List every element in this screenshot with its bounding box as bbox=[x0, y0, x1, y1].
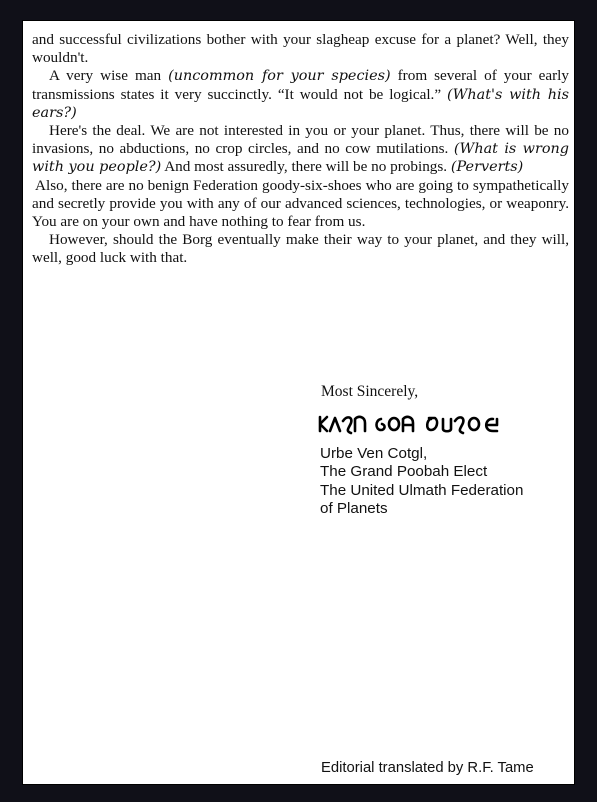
paragraph-3-text-a: Here's the deal. We are not interested in you or your planet. Thus, there will be no invasions, no abductions, no crop circles, and no cow mutilations. bbox=[32, 122, 569, 158]
paragraph-4 bbox=[32, 177, 569, 232]
paragraph-1-text: and successful civilizations bother with your slagheap excuse for a planet? Well, they wouldn't. bbox=[32, 31, 569, 67]
closing-salutation: Most Sincerely, bbox=[321, 383, 419, 400]
editorial-page bbox=[22, 20, 575, 785]
signature-block bbox=[320, 445, 523, 518]
paragraph-5 bbox=[32, 231, 569, 267]
paragraph-3-text-b: And most assuredly, there will be no probings. bbox=[161, 158, 451, 176]
translation-credit: Editorial translated by R.F. Tame bbox=[321, 760, 534, 776]
signatory-name: Urbe Ven Cotgl, bbox=[320, 445, 428, 462]
signatory-title: The Grand Poobah Elect bbox=[320, 463, 488, 481]
alien-script-signature bbox=[317, 409, 549, 437]
signatory-organization-cont: of Planets bbox=[320, 499, 388, 517]
paragraph-5-text: However, should the Borg eventually make their way to your planet, and they will, well, good luck with that. bbox=[32, 231, 569, 267]
paragraph-2 bbox=[32, 67, 569, 122]
paragraph-2-aside-b: (What's with his ears?) bbox=[32, 86, 569, 121]
paragraph-3 bbox=[32, 122, 569, 177]
paragraph-2-aside-a: (uncommon for your species) bbox=[168, 68, 391, 85]
paragraph-3-aside-b: (Perverts) bbox=[450, 159, 524, 176]
paragraph-3-aside-a: (What is wrong with you people?) bbox=[32, 141, 570, 176]
paragraph-1 bbox=[32, 31, 569, 67]
signatory-organization: The United Ulmath Federation bbox=[320, 481, 524, 499]
letter-body bbox=[32, 31, 569, 268]
paragraph-2-text-a: A very wise man bbox=[49, 67, 169, 85]
paragraph-4-text: Also, there are no benign Federation goody-six-shoes who are going to sympathetically and secretly provide you with any of our advanced sciences, technologies, or weaponry. You are on your own and have nothing to fear from us. bbox=[32, 176, 569, 231]
paragraph-2-text-b: from several of your early transmissions states it very succinctly. “It would not be logical.” bbox=[32, 67, 569, 103]
